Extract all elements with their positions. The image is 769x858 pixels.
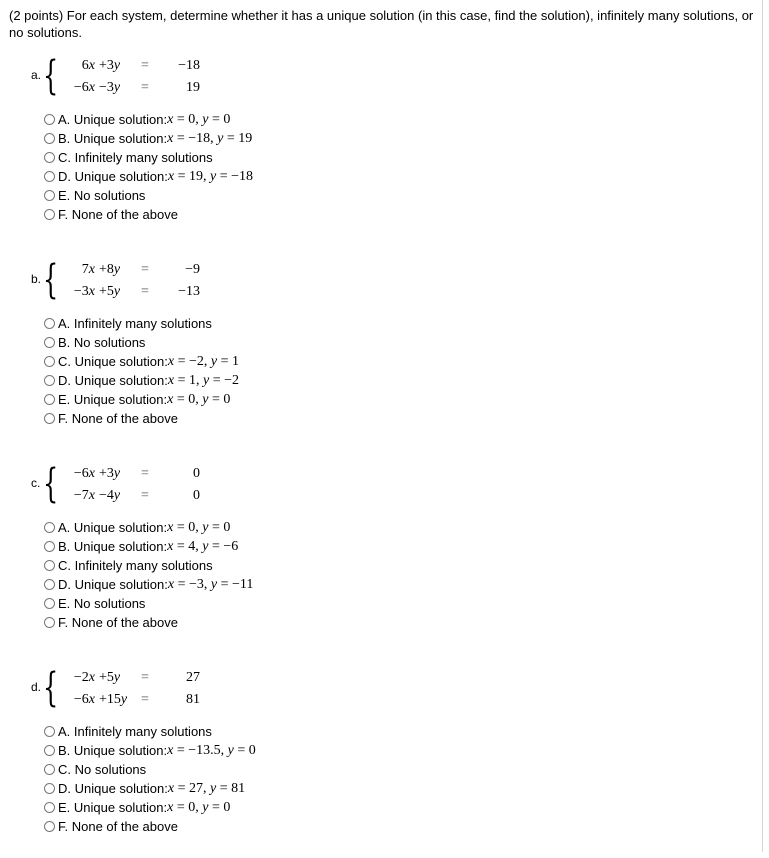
constant-term: 81	[186, 692, 200, 707]
x-term: −6x	[73, 80, 95, 95]
option-math: x = −13.5, y = 0	[167, 742, 256, 758]
x-term: −3x	[73, 284, 95, 299]
y-term: −3y	[99, 80, 121, 95]
y-term: +8y	[99, 262, 121, 277]
answer-option[interactable]	[44, 409, 239, 428]
left-brace-icon: {	[43, 53, 59, 99]
option-label: C. Unique solution:	[58, 354, 168, 369]
equation-system	[55, 260, 225, 304]
option-label: D. Unique solution:	[58, 169, 168, 184]
option-math: x = −2, y = 1	[167, 353, 239, 369]
constant-term: 27	[186, 670, 200, 685]
equals-sign: =	[141, 262, 149, 277]
question-prompt: (2 points) For each system, determine whether it has a unique solution (in this case, find the solution), infinitely many solutions, or no solutions.	[9, 8, 754, 40]
radio-button[interactable]	[44, 133, 55, 144]
equals-sign: =	[141, 670, 149, 685]
left-brace-icon: {	[43, 257, 59, 303]
radio-button[interactable]	[44, 726, 55, 737]
option-label: D. Unique solution:	[58, 373, 168, 388]
option-math: x = 19, y = −18	[167, 168, 253, 184]
option-math: x = −3, y = −11	[167, 576, 254, 592]
x-term: 7x	[81, 262, 95, 277]
y-term: +5y	[99, 284, 121, 299]
y-term: +15y	[99, 692, 128, 707]
option-label: C. Infinitely many solutions	[58, 558, 213, 573]
x-term: 6x	[81, 58, 95, 73]
answer-option[interactable]	[44, 798, 256, 817]
x-term: −2x	[73, 670, 95, 685]
answer-option[interactable]	[44, 518, 253, 537]
part-c	[0, 461, 769, 654]
x-term: −6x	[73, 692, 95, 707]
option-label: E. No solutions	[58, 188, 146, 203]
equals-sign: =	[141, 466, 149, 481]
radio-button[interactable]	[44, 209, 55, 220]
answer-option[interactable]	[44, 817, 256, 836]
part-d	[0, 665, 769, 858]
answer-option[interactable]	[44, 110, 253, 129]
answer-options	[44, 110, 253, 224]
radio-button[interactable]	[44, 783, 55, 794]
radio-button[interactable]	[44, 802, 55, 813]
equals-sign: =	[141, 692, 149, 707]
equation-row	[55, 78, 225, 100]
answer-option[interactable]	[44, 537, 253, 556]
option-label: F. None of the above	[58, 207, 178, 222]
radio-button[interactable]	[44, 579, 55, 590]
answer-option[interactable]	[44, 556, 253, 575]
part-label: a.	[31, 68, 42, 82]
option-label: F. None of the above	[58, 819, 178, 834]
option-label: A. Infinitely many solutions	[58, 316, 212, 331]
radio-button[interactable]	[44, 394, 55, 405]
left-brace-icon: {	[43, 461, 59, 507]
radio-button[interactable]	[44, 522, 55, 533]
part-a	[0, 53, 769, 246]
answer-options	[44, 518, 253, 632]
constant-term: −13	[178, 284, 200, 299]
option-label: B. Unique solution:	[58, 743, 168, 758]
answer-option[interactable]	[44, 352, 239, 371]
option-math: x = 0, y = 0	[167, 111, 231, 127]
option-label: B. Unique solution:	[58, 539, 168, 554]
equation-system	[55, 668, 225, 712]
radio-button[interactable]	[44, 375, 55, 386]
option-math: x = −18, y = 19	[167, 130, 253, 146]
option-label: C. No solutions	[58, 762, 147, 777]
x-term: −7x	[73, 488, 95, 503]
option-math: x = 4, y = −6	[167, 538, 239, 554]
part-label: d.	[31, 680, 42, 694]
radio-button[interactable]	[44, 171, 55, 182]
answer-option[interactable]	[44, 148, 253, 167]
option-label: E. Unique solution:	[58, 800, 168, 815]
answer-option[interactable]	[44, 722, 256, 741]
option-math: x = 0, y = 0	[167, 391, 231, 407]
option-math: x = 1, y = −2	[167, 372, 239, 388]
equation-system	[55, 56, 225, 100]
equals-sign: =	[141, 58, 149, 73]
radio-button[interactable]	[44, 560, 55, 571]
answer-option[interactable]	[44, 390, 239, 409]
option-math: x = 0, y = 0	[167, 519, 231, 535]
option-math: x = 27, y = 81	[167, 780, 246, 796]
constant-term: 0	[193, 466, 200, 481]
y-term: +3y	[99, 58, 121, 73]
answer-option[interactable]	[44, 333, 239, 352]
equation-row	[55, 282, 225, 304]
radio-button[interactable]	[44, 413, 55, 424]
radio-button[interactable]	[44, 617, 55, 628]
answer-option[interactable]	[44, 575, 253, 594]
answer-option[interactable]	[44, 186, 253, 205]
answer-option[interactable]	[44, 613, 253, 632]
radio-button[interactable]	[44, 114, 55, 125]
answer-option[interactable]	[44, 371, 239, 390]
answer-option[interactable]	[44, 314, 239, 333]
part-label: c.	[31, 476, 41, 490]
radio-button[interactable]	[44, 598, 55, 609]
option-label: E. No solutions	[58, 596, 146, 611]
equation-row	[55, 464, 225, 486]
answer-option[interactable]	[44, 741, 256, 760]
equation-row	[55, 260, 225, 282]
answer-option[interactable]	[44, 594, 253, 613]
part-label: b.	[31, 272, 42, 286]
option-label: A. Infinitely many solutions	[58, 724, 212, 739]
answer-option[interactable]	[44, 779, 256, 798]
part-b	[0, 257, 769, 450]
constant-term: 0	[193, 488, 200, 503]
equals-sign: =	[141, 488, 149, 503]
option-label: F. None of the above	[58, 411, 178, 426]
option-label: F. None of the above	[58, 615, 178, 630]
radio-button[interactable]	[44, 745, 55, 756]
option-label: D. Unique solution:	[58, 577, 168, 592]
radio-button[interactable]	[44, 764, 55, 775]
y-term: +3y	[99, 466, 121, 481]
answer-option[interactable]	[44, 205, 253, 224]
answer-options	[44, 722, 256, 836]
equation-row	[55, 56, 225, 78]
equation-row	[55, 668, 225, 690]
radio-button[interactable]	[44, 541, 55, 552]
constant-term: −18	[178, 58, 200, 73]
option-label: B. Unique solution:	[58, 131, 168, 146]
x-term: −6x	[73, 466, 95, 481]
option-label: D. Unique solution:	[58, 781, 168, 796]
option-label: E. Unique solution:	[58, 392, 168, 407]
constant-term: −9	[185, 262, 200, 277]
option-math: x = 0, y = 0	[167, 799, 231, 815]
equals-sign: =	[141, 80, 149, 95]
option-label: C. Infinitely many solutions	[58, 150, 213, 165]
equation-row	[55, 486, 225, 508]
option-label: B. No solutions	[58, 335, 146, 350]
equals-sign: =	[141, 284, 149, 299]
y-term: −4y	[99, 488, 121, 503]
radio-button[interactable]	[44, 821, 55, 832]
equation-row	[55, 690, 225, 712]
radio-button[interactable]	[44, 318, 55, 329]
y-term: +5y	[99, 670, 121, 685]
answer-option[interactable]	[44, 129, 253, 148]
equation-system	[55, 464, 225, 508]
radio-button[interactable]	[44, 356, 55, 367]
radio-button[interactable]	[44, 152, 55, 163]
left-brace-icon: {	[43, 665, 59, 711]
answer-option[interactable]	[44, 167, 253, 186]
option-label: A. Unique solution:	[58, 112, 168, 127]
radio-button[interactable]	[44, 337, 55, 348]
radio-button[interactable]	[44, 190, 55, 201]
answer-options	[44, 314, 239, 428]
option-label: A. Unique solution:	[58, 520, 168, 535]
constant-term: 19	[186, 80, 200, 95]
answer-option[interactable]	[44, 760, 256, 779]
